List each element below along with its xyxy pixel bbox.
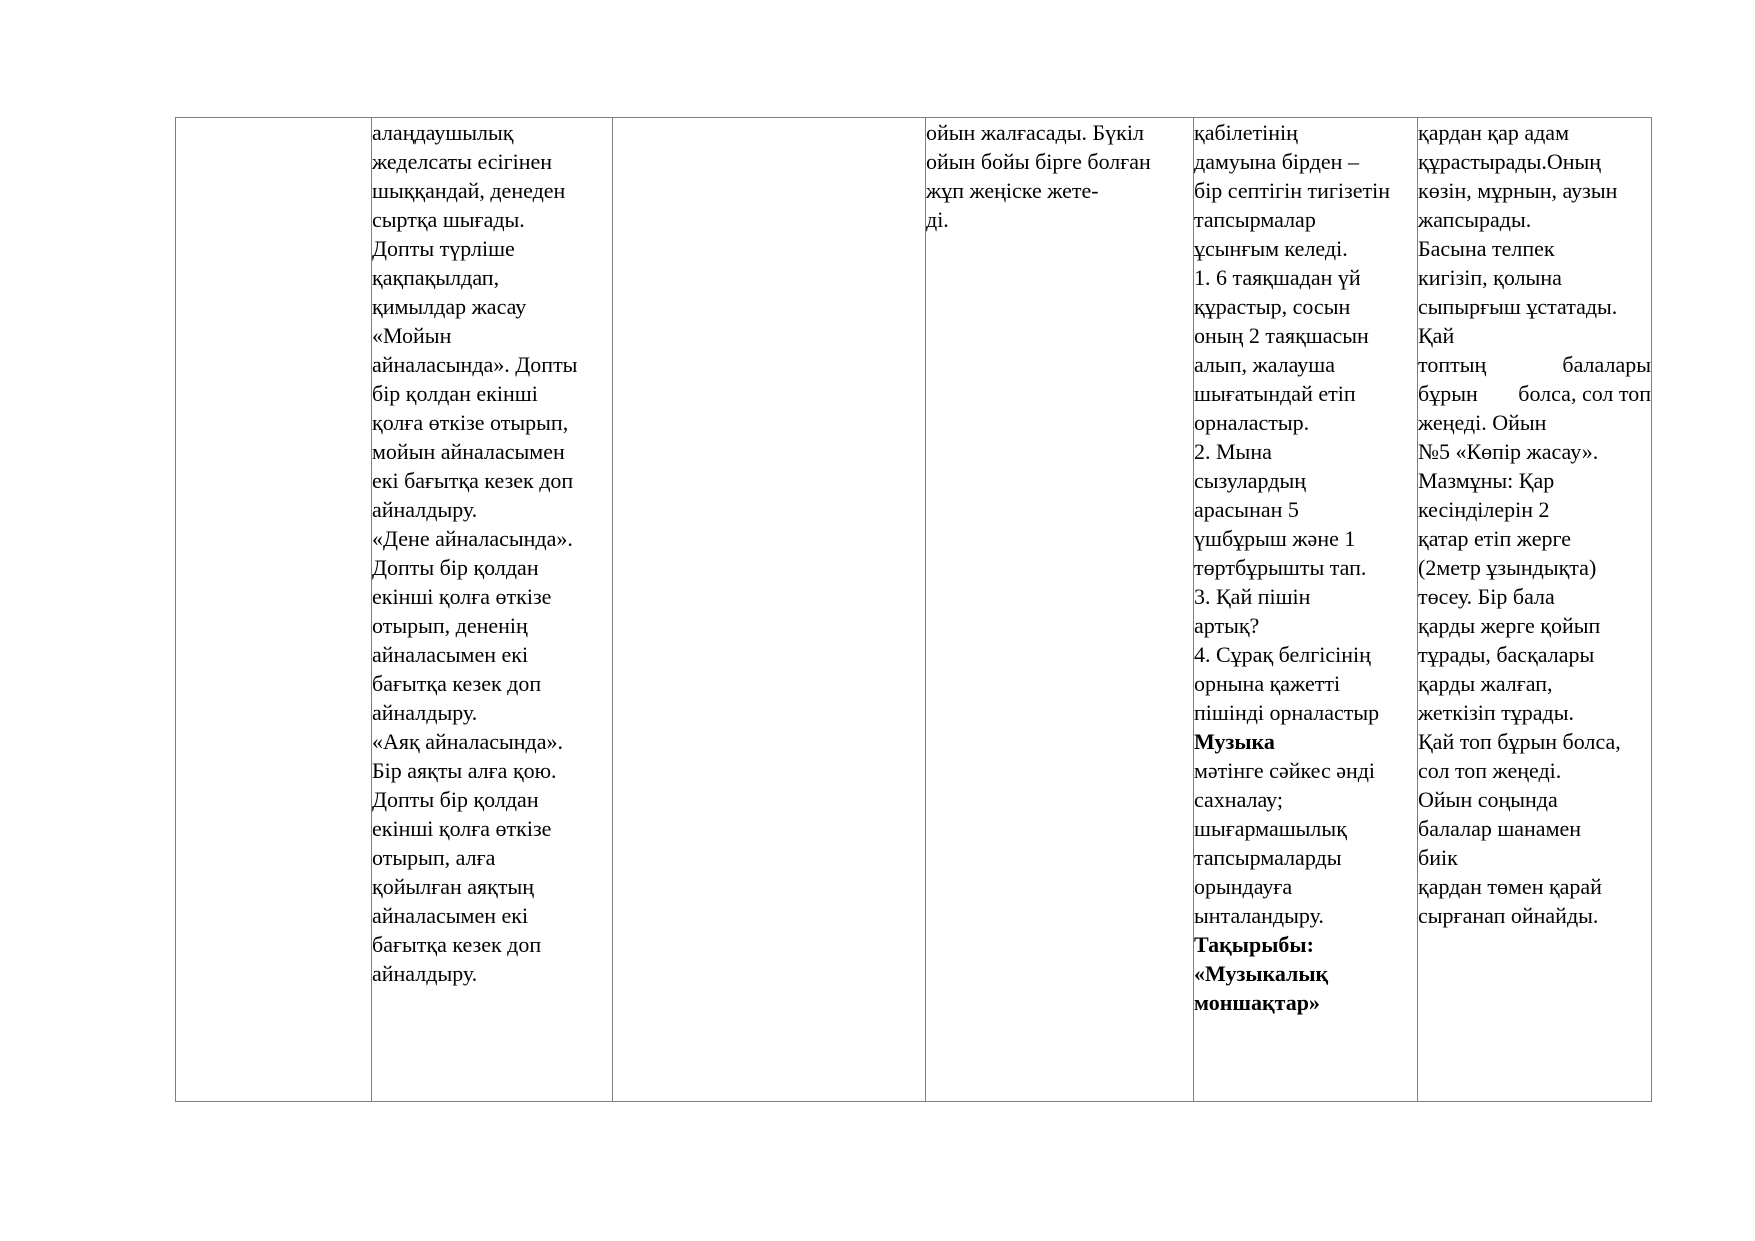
text-line: мәтінге сәйкес әнді [1194,758,1376,783]
text-line: бағытқа кезек доп [372,932,542,957]
text-line: ұсынғым келеді. [1194,236,1348,261]
text-line: қатар етіп жерге [1418,526,1571,551]
text-line: Допты түрліше [372,236,515,261]
text-line: сыртқа шығады. [372,207,525,232]
text-line: айналасымен екі [372,903,529,928]
text-line: кесінділерін 2 [1418,497,1550,522]
text-line: айналдыру. [372,700,478,725]
text-line: шыққандай, денеден [372,178,566,203]
text-line: дамуына бірден – [1194,149,1359,174]
text-line: артық? [1194,613,1260,638]
text-line: балалар шанамен [1418,816,1582,841]
word: болса, сол топ [1518,381,1651,406]
text-line: бір қолдан екінші [372,381,538,406]
music-heading: Музыка [1194,729,1275,754]
text-line: орнына қажетті [1194,671,1341,696]
text-line: қимылдар жасау [372,294,527,319]
text-line: қойылған аяқтың [372,874,535,899]
text-line: сол топ жеңеді. [1418,758,1562,783]
text-line: алаңдаушылық [372,120,514,145]
text-line: шығатындай етіп [1194,381,1356,406]
text-line: айналдыру. [372,961,478,986]
text-line: «Дене айналасында». [372,526,573,551]
text-line: қабілетінің [1194,120,1298,145]
text-line: құрастыр, сосын [1194,294,1351,319]
text-line: арасынан 5 [1194,497,1299,522]
text-line: ді. [926,207,949,232]
lesson-plan-table [175,117,1652,1102]
table-row [176,118,1652,1102]
text-line: қардан төмен қарай [1418,874,1602,899]
text-line: «Мойын [372,323,452,348]
text-line: ойын бойы бірге болған [926,149,1151,174]
text-line: Допты бір қолдан [372,787,539,812]
text-line: сызулардың [1194,468,1307,493]
text-line: Басына телпек [1418,236,1555,261]
text-line: қақпақылдап, [372,265,500,290]
text-line: екі бағытқа кезек доп [372,468,574,493]
text-line: 4. Сұрақ белгісінің [1194,642,1371,667]
text-line: Мазмұны: Қар [1418,468,1555,493]
bold-text-line: Тақырыбы: [1194,932,1314,957]
text-line: пішінді орналастыр [1194,700,1380,725]
table-cell-col4 [926,118,1194,1102]
text-line: қардан қар адам [1418,120,1569,145]
text-line: төртбұрышты тап. [1194,555,1367,580]
table-cell-col3 [613,118,926,1102]
text-line: көзін, мұрнын, аузын [1418,178,1618,203]
text-line: орналастыр. [1194,410,1310,435]
table-cell-col5 [1194,118,1418,1102]
text-line: айналасымен екі [372,642,529,667]
text-line: 3. Қай пішін [1194,584,1311,609]
text-line: Қай [1418,323,1455,348]
text-line: мойын айналасымен [372,439,565,464]
text-line: сахналау; [1194,787,1283,812]
text-line: орындауға [1194,874,1293,899]
text-line: тұрады, басқалары [1418,642,1595,667]
bold-text-line: «Музыкалық [1194,961,1329,986]
text-line: бір септігін тигізетін [1194,178,1390,203]
text-line: жеделсаты есігінен [372,149,553,174]
text-line: тапсырмаларды [1194,845,1342,870]
text-line: жеткізіп тұрады. [1418,700,1575,725]
bold-text-line: моншақтар» [1194,990,1320,1015]
text-line: Допты бір қолдан [372,555,539,580]
word: топтың [1418,352,1487,377]
text-line: Ойын соңында [1418,787,1558,812]
text-line: айналасында». Допты [372,352,578,377]
text-line: отырып, алға [372,845,496,870]
text-line: шығармашылық [1194,816,1347,841]
text-line: үшбұрыш және 1 [1194,526,1356,551]
table-cell-col1 [176,118,372,1102]
text-line: алып, жалауша [1194,352,1335,377]
text-line: 1. 6 таяқшадан үй [1194,265,1361,290]
text-line: екінші қолға өткізе [372,816,552,841]
text-line: бағытқа кезек доп [372,671,542,696]
text-line: Бір аяқты алға қою. [372,758,557,783]
justified-text-line [1418,350,1651,379]
text-line: сырғанап ойнайды. [1418,903,1599,928]
text-line: екінші қолға өткізе [372,584,552,609]
text-line: кигізіп, қолына [1418,265,1562,290]
text-line: қарды жалғап, [1418,671,1553,696]
text-line: жеңеді. Ойын [1418,410,1547,435]
text-line: қолға өткізе отырып, [372,410,569,435]
text-line: тапсырмалар [1194,207,1316,232]
table-cell-col6 [1418,118,1652,1102]
text-line: №5 «Көпір жасау». [1418,439,1599,464]
text-line: сыпырғыш ұстатады. [1418,294,1618,319]
text-line: биік [1418,845,1458,870]
text-line: Қай топ бұрын болса, [1418,729,1621,754]
word: бұрын [1418,381,1478,406]
text-line: ынталандыру. [1194,903,1324,928]
text-line: ойын жалғасады. Бүкіл [926,120,1144,145]
table-cell-col2 [372,118,613,1102]
text-line: айналдыру. [372,497,478,522]
text-line: отырып, дененің [372,613,528,638]
text-line: оның 2 таяқшасын [1194,323,1369,348]
text-line: жұп жеңіске жете- [926,178,1099,203]
text-line: қарды жерге қойып [1418,613,1601,638]
text-line: жапсырады. [1418,207,1532,232]
word: балалары [1562,352,1651,377]
text-line: (2метр ұзындықта) [1418,555,1597,580]
text-line: 2. Мына [1194,439,1272,464]
text-line: «Аяқ айналасында». [372,729,563,754]
text-line: құрастырады.Оның [1418,149,1602,174]
justified-text-line [1418,379,1651,408]
text-line: төсеу. Бір бала [1418,584,1555,609]
